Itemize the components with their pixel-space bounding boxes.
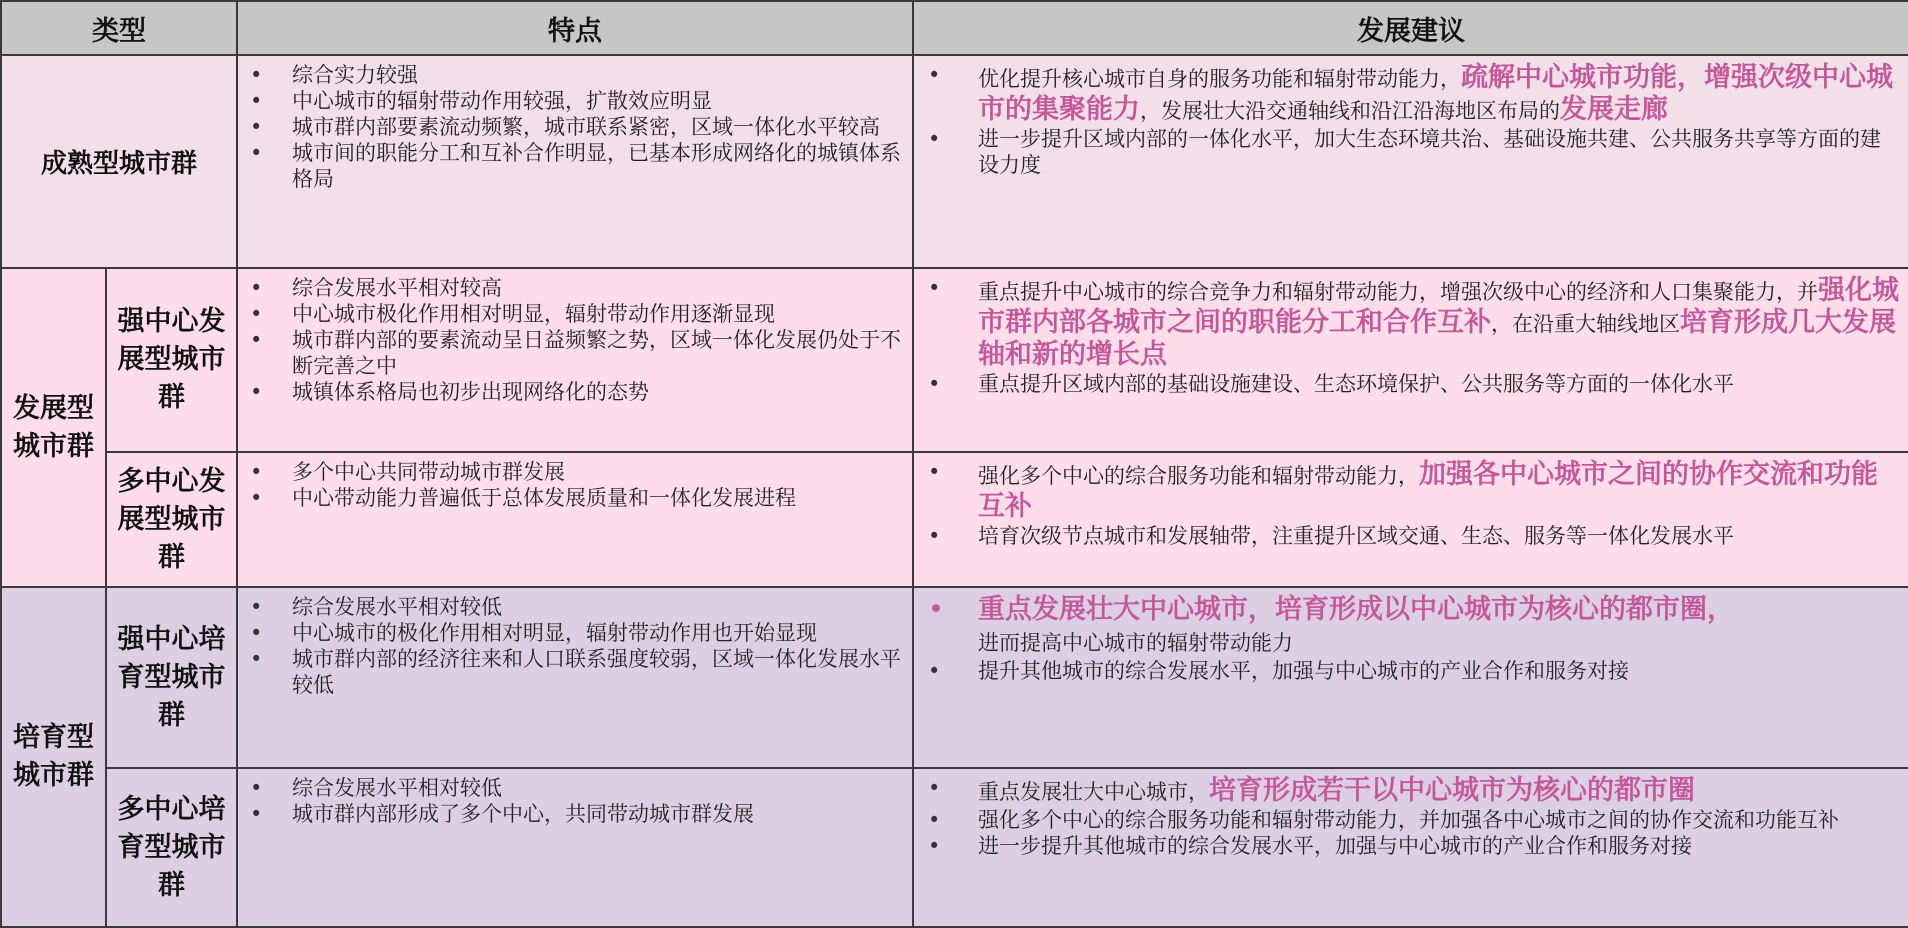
row-multi-foster bbox=[1, 768, 1908, 927]
type-strong-foster: 强中心培育型城市群 bbox=[106, 587, 237, 768]
header-type: 类型 bbox=[1, 1, 237, 55]
list-item: • 中心城市极化作用相对明显，辐射带动作用逐渐显现 bbox=[250, 302, 775, 327]
list-item: • 提升其他城市的综合发展水平，加强与中心城市的产业合作和服务对接 bbox=[928, 659, 1629, 684]
list-item: • 中心城市的极化作用相对明显，辐射带动作用也开始显现 bbox=[250, 621, 817, 646]
list-item: • 中心城市的辐射带动作用较强，扩散效应明显 bbox=[250, 89, 712, 114]
list-item: • 多个中心共同带动城市群发展 bbox=[250, 459, 565, 484]
list-item: • 进一步提升其他城市的综合发展水平，加强与中心城市的产业合作和服务对接 bbox=[928, 834, 1692, 859]
list-item: • 重点发展壮大中心城市，培育形成以中心城市为核心的都市圈， 进而提高中心城市的辐射带动能力 bbox=[928, 594, 1734, 656]
suggestions-multi-develop bbox=[913, 452, 1908, 588]
features-strong-foster bbox=[237, 587, 913, 768]
list-item: • 中心带动能力普遍低于总体发展质量和一体化发展进程 bbox=[250, 485, 796, 510]
highlight-text: 重点发展壮大中心城市，培育形成以中心城市为核心的都市圈， bbox=[978, 594, 1734, 626]
list-item: • 培育次级节点城市和发展轴带，注重提升区域交通、生态、服务等一体化发展水平 bbox=[928, 523, 1734, 548]
type-multi-develop: 多中心发展型城市群 bbox=[106, 452, 237, 588]
list-item: • 城市群内部要素流动频繁，城市联系紧密，区域一体化水平较高 bbox=[250, 115, 880, 140]
highlight-text: 强化城市群内部各城市之间的职能分工和合作互补 bbox=[978, 275, 1899, 339]
list-item: • 进一步提升区域内部的一体化水平，加大生态环境共治、基础设施共建、公共服务共享等方面的建设力度 bbox=[928, 127, 1881, 178]
list-item: • 城镇体系格局也初步出现网络化的态势 bbox=[250, 380, 649, 405]
header-suggestions: 发展建议 bbox=[913, 1, 1908, 55]
list-item: • 综合发展水平相对较低 bbox=[250, 776, 502, 801]
features-multi-foster bbox=[237, 768, 913, 927]
list-item: • 强化多个中心的综合服务功能和辐射带动能力，并加强各中心城市之间的协作交流和功能互补 bbox=[928, 808, 1839, 833]
list-item: • 强化多个中心的综合服务功能和辐射带动能力，加强各中心城市之间的协作交流和功能互补 bbox=[928, 458, 1878, 522]
list-item: • 重点提升区域内部的基础设施建设、生态环境保护、公共服务等方面的一体化水平 bbox=[928, 372, 1734, 397]
highlight-text: 培育形成几大发展轴和新的增长点 bbox=[978, 307, 1896, 371]
header-row bbox=[1, 1, 1908, 55]
group-foster: 培育型城市群 bbox=[1, 587, 106, 927]
list-item: • 优化提升核心城市自身的服务功能和辐射带动能力，疏解中心城市功能，增强次级中心城市的集聚能力，发展壮大沿交通轴线和沿江沿海地区布局的发展走廊 bbox=[928, 62, 1893, 126]
list-item: • 综合发展水平相对较低 bbox=[250, 595, 502, 620]
row-strong-foster bbox=[1, 587, 1908, 768]
list-item: • 城市群内部的经济往来和人口联系强度较弱，区域一体化发展水平较低 bbox=[250, 647, 901, 698]
header-features: 特点 bbox=[237, 1, 913, 55]
row-strong-develop bbox=[1, 268, 1908, 452]
suggestions-strong-develop bbox=[913, 268, 1908, 452]
type-strong-develop: 强中心发展型城市群 bbox=[106, 268, 237, 452]
features-strong-develop bbox=[237, 268, 913, 452]
list-item: • 城市群内部形成了多个中心，共同带动城市群发展 bbox=[250, 802, 754, 827]
list-item: • 重点发展壮大中心城市，培育形成若干以中心城市为核心的都市圈 bbox=[928, 775, 1695, 807]
row-multi-develop bbox=[1, 452, 1908, 588]
suggestions-mature bbox=[913, 55, 1908, 268]
list-item: • 重点提升中心城市的综合竞争力和辐射带动能力，增强次级中心的经济和人口集聚能力，并强化城市群内部各城市之间的职能分工和合作互补，在沿重大轴线地区培育形成几大发展轴和新的增长点 bbox=[928, 275, 1899, 371]
highlight-text: 发展走廊 bbox=[1560, 94, 1668, 126]
list-item: • 城市间的职能分工和互补合作明显，已基本形成网络化的城镇体系格局 bbox=[250, 141, 901, 192]
list-item: • 城市群内部的要素流动呈日益频繁之势，区域一体化发展仍处于不断完善之中 bbox=[250, 328, 901, 379]
suggestions-strong-foster bbox=[913, 587, 1908, 768]
highlight-text: 加强各中心城市之间的协作交流和功能互补 bbox=[978, 458, 1878, 522]
group-develop: 发展型城市群 bbox=[1, 268, 106, 587]
suggestions-multi-foster bbox=[913, 768, 1908, 927]
type-mature: 成熟型城市群 bbox=[1, 55, 237, 268]
list-item: • 综合实力较强 bbox=[250, 63, 418, 88]
features-mature bbox=[237, 55, 913, 268]
features-multi-develop bbox=[237, 452, 913, 588]
highlight-text: 培育形成若干以中心城市为核心的都市圈 bbox=[1209, 775, 1695, 807]
type-multi-foster: 多中心培育型城市群 bbox=[106, 768, 237, 927]
list-item: • 综合发展水平相对较高 bbox=[250, 276, 502, 301]
row-mature bbox=[1, 55, 1908, 268]
highlight-text: 疏解中心城市功能，增强次级中心城市的集聚能力 bbox=[978, 62, 1893, 126]
